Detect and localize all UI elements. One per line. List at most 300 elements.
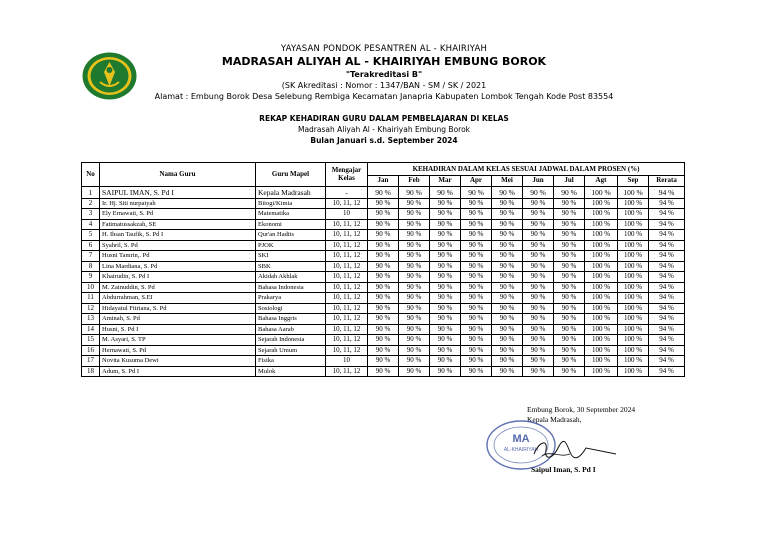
row-attendance-value: 90 % <box>492 314 523 325</box>
row-attendance-value: 90 % <box>430 303 461 314</box>
row-attendance-value: 90 % <box>368 324 399 335</box>
row-attendance-value: 90 % <box>368 219 399 230</box>
row-teacher-name: H. Ihsan Taufik, S. Pd I <box>100 230 256 241</box>
row-attendance-value: 90 % <box>368 261 399 272</box>
row-no: 8 <box>82 261 100 272</box>
accreditation-number: (SK Akreditasi : Nomor : 1347/BAN - SM / SK / 2021 <box>281 81 487 90</box>
row-attendance-value: 100 % <box>585 261 618 272</box>
row-attendance-value: 90 % <box>461 209 492 220</box>
row-attendance-value: 94 % <box>649 293 685 304</box>
table-row <box>82 251 685 262</box>
row-attendance-value: 90 % <box>461 272 492 283</box>
row-kelas: 10, 11, 12 <box>326 293 368 304</box>
row-no: 9 <box>82 272 100 283</box>
row-attendance-value: 90 % <box>554 219 585 230</box>
row-no: 3 <box>82 209 100 220</box>
row-attendance-value: 90 % <box>492 345 523 356</box>
row-attendance-value: 90 % <box>461 261 492 272</box>
row-no: 14 <box>82 324 100 335</box>
row-kelas: 10, 11, 12 <box>326 230 368 241</box>
row-attendance-value: 94 % <box>649 335 685 346</box>
signature-name: Saipul Iman, S. Pd I <box>531 465 596 474</box>
row-attendance-value: 100 % <box>618 366 649 377</box>
row-attendance-value: 90 % <box>523 345 554 356</box>
header-kelas: Mengajar Kelas <box>326 163 368 187</box>
row-attendance-value: 90 % <box>368 240 399 251</box>
row-attendance-value: 90 % <box>523 303 554 314</box>
row-attendance-value: 90 % <box>554 261 585 272</box>
row-teacher-name: Ir. Hj. Siti nurpaiyah <box>100 198 256 209</box>
row-attendance-value: 90 % <box>399 240 430 251</box>
row-attendance-value: 90 % <box>399 314 430 325</box>
row-subject: SKI <box>256 251 326 262</box>
row-no: 15 <box>82 335 100 346</box>
row-attendance-value: 90 % <box>399 198 430 209</box>
row-attendance-value: 100 % <box>618 314 649 325</box>
row-attendance-value: 90 % <box>492 261 523 272</box>
row-attendance-value: 90 % <box>430 219 461 230</box>
row-attendance-value: 90 % <box>461 303 492 314</box>
row-attendance-value: 90 % <box>492 251 523 262</box>
row-attendance-value: 90 % <box>461 251 492 262</box>
row-subject: Akidah Akhlak <box>256 272 326 283</box>
row-subject: Fisika <box>256 356 326 367</box>
row-attendance-value: 90 % <box>492 230 523 241</box>
row-attendance-value: 90 % <box>430 293 461 304</box>
row-subject: Biiogi/Kimia <box>256 198 326 209</box>
row-kelas: 10, 11, 12 <box>326 282 368 293</box>
row-kelas: 10, 11, 12 <box>326 240 368 251</box>
table-row <box>82 303 685 314</box>
row-subject: Sejarah Indonesia <box>256 335 326 346</box>
row-no: 7 <box>82 251 100 262</box>
row-attendance-value: 94 % <box>649 324 685 335</box>
foundation-name: YAYASAN PONDOK PESANTREN AL - KHAIRIYAH <box>280 44 488 54</box>
signature-place-date: Embung Borok, 30 September 2024 <box>527 405 636 414</box>
row-attendance-value: 94 % <box>649 230 685 241</box>
row-attendance-value: 90 % <box>430 324 461 335</box>
table-row <box>82 261 685 272</box>
row-no: 6 <box>82 240 100 251</box>
row-attendance-value: 90 % <box>554 314 585 325</box>
table-row <box>82 240 685 251</box>
row-attendance-value: 90 % <box>523 314 554 325</box>
row-attendance-value: 90 % <box>492 272 523 283</box>
row-teacher-name: Syahril, S. Pd <box>100 240 256 251</box>
row-kelas: 10, 11, 12 <box>326 366 368 377</box>
row-kelas: 10, 11, 12 <box>326 272 368 283</box>
row-teacher-name: SAIPUL IMAN, S. Pd I <box>100 186 256 198</box>
row-attendance-value: 90 % <box>368 293 399 304</box>
report-title: REKAP KEHADIRAN GURU DALAM PEMBELAJARAN DI KELAS <box>259 114 509 123</box>
row-attendance-value: 94 % <box>649 356 685 367</box>
row-kelas: 10, 11, 12 <box>326 198 368 209</box>
row-subject: Mulok <box>256 366 326 377</box>
row-attendance-value: 90 % <box>523 230 554 241</box>
row-attendance-value: 90 % <box>554 303 585 314</box>
row-attendance-value: 90 % <box>492 293 523 304</box>
row-no: 4 <box>82 219 100 230</box>
header-month: Feb <box>399 176 430 187</box>
row-attendance-value: 90 % <box>554 272 585 283</box>
table-row <box>82 314 685 325</box>
header-attendance-group: KEHADIRAN DALAM KELAS SESUAI JADWAL DALAM PROSEN (%) <box>368 163 685 176</box>
row-attendance-value: 90 % <box>430 314 461 325</box>
row-attendance-value: 94 % <box>649 240 685 251</box>
row-no: 16 <box>82 345 100 356</box>
row-attendance-value: 90 % <box>399 293 430 304</box>
row-attendance-value: 90 % <box>368 356 399 367</box>
row-attendance-value: 90 % <box>523 282 554 293</box>
row-attendance-value: 100 % <box>618 272 649 283</box>
row-teacher-name: Khairudin, S. Pd I <box>100 272 256 283</box>
row-kelas: 10, 11, 12 <box>326 335 368 346</box>
row-attendance-value: 90 % <box>368 272 399 283</box>
row-attendance-value: 94 % <box>649 345 685 356</box>
row-attendance-value: 90 % <box>554 186 585 198</box>
row-attendance-value: 90 % <box>554 282 585 293</box>
header-name: Nama Guru <box>100 163 256 187</box>
row-attendance-value: 90 % <box>523 209 554 220</box>
row-attendance-value: 90 % <box>492 356 523 367</box>
row-attendance-value: 90 % <box>399 186 430 198</box>
svg-text:AL-KHAIRIYAH: AL-KHAIRIYAH <box>503 447 539 453</box>
header-month: Apr <box>461 176 492 187</box>
row-attendance-value: 90 % <box>554 230 585 241</box>
row-attendance-value: 90 % <box>399 272 430 283</box>
row-attendance-value: 90 % <box>399 282 430 293</box>
row-attendance-value: 90 % <box>523 293 554 304</box>
row-attendance-value: 90 % <box>461 282 492 293</box>
row-attendance-value: 90 % <box>554 293 585 304</box>
report-period: Bulan Januari s.d. September 2024 <box>310 136 458 145</box>
row-attendance-value: 100 % <box>585 240 618 251</box>
row-attendance-value: 90 % <box>430 251 461 262</box>
row-attendance-value: 90 % <box>523 261 554 272</box>
row-attendance-value: 100 % <box>618 251 649 262</box>
handwritten-signature-icon <box>530 436 620 464</box>
row-attendance-value: 90 % <box>430 209 461 220</box>
row-attendance-value: 90 % <box>492 282 523 293</box>
row-attendance-value: 100 % <box>618 240 649 251</box>
header-month: Agt <box>585 176 618 187</box>
row-attendance-value: 94 % <box>649 198 685 209</box>
row-attendance-value: 94 % <box>649 219 685 230</box>
row-attendance-value: 100 % <box>618 345 649 356</box>
row-no: 17 <box>82 356 100 367</box>
header-month: Jan <box>368 176 399 187</box>
row-attendance-value: 100 % <box>618 293 649 304</box>
row-teacher-name: Novita Kusuma Dewi <box>100 356 256 367</box>
row-kelas: 10, 11, 12 <box>326 345 368 356</box>
table-row <box>82 345 685 356</box>
row-attendance-value: 100 % <box>618 219 649 230</box>
row-attendance-value: 90 % <box>430 240 461 251</box>
row-attendance-value: 90 % <box>492 324 523 335</box>
row-teacher-name: Husni, S. Pd I <box>100 324 256 335</box>
row-attendance-value: 100 % <box>585 251 618 262</box>
row-attendance-value: 90 % <box>430 186 461 198</box>
row-attendance-value: 100 % <box>618 186 649 198</box>
row-teacher-name: Aminah, S. Pd <box>100 314 256 325</box>
row-attendance-value: 90 % <box>430 356 461 367</box>
letterhead <box>0 44 768 102</box>
row-attendance-value: 90 % <box>461 324 492 335</box>
row-attendance-value: 90 % <box>430 345 461 356</box>
row-attendance-value: 90 % <box>523 356 554 367</box>
row-subject: Kepala Madrasah <box>256 186 326 198</box>
row-subject: Prakarya <box>256 293 326 304</box>
row-attendance-value: 100 % <box>618 261 649 272</box>
row-attendance-value: 94 % <box>649 314 685 325</box>
header-month: Mei <box>492 176 523 187</box>
row-subject: Ekonomi <box>256 219 326 230</box>
row-teacher-name: Adum, S. Pd I <box>100 366 256 377</box>
row-attendance-value: 100 % <box>585 230 618 241</box>
row-attendance-value: 90 % <box>523 366 554 377</box>
row-attendance-value: 90 % <box>492 303 523 314</box>
row-attendance-value: 90 % <box>430 261 461 272</box>
row-no: 5 <box>82 230 100 241</box>
row-attendance-value: 90 % <box>368 251 399 262</box>
row-attendance-value: 100 % <box>585 345 618 356</box>
row-attendance-value: 90 % <box>492 366 523 377</box>
row-subject: PJOK <box>256 240 326 251</box>
row-attendance-value: 100 % <box>585 219 618 230</box>
report-school: Madrasah Aliyah Al - Khairiyah Embung Borok <box>297 125 471 134</box>
row-attendance-value: 94 % <box>649 366 685 377</box>
row-attendance-value: 100 % <box>618 356 649 367</box>
row-attendance-value: 90 % <box>554 356 585 367</box>
table-row <box>82 356 685 367</box>
row-attendance-value: 90 % <box>399 356 430 367</box>
row-attendance-value: 90 % <box>399 230 430 241</box>
row-attendance-value: 94 % <box>649 186 685 198</box>
row-attendance-value: 94 % <box>649 272 685 283</box>
row-attendance-value: 90 % <box>461 366 492 377</box>
table-row <box>82 272 685 283</box>
row-attendance-value: 100 % <box>618 198 649 209</box>
row-kelas: 10, 11, 12 <box>326 251 368 262</box>
row-kelas: 10, 11, 12 <box>326 303 368 314</box>
row-attendance-value: 90 % <box>399 366 430 377</box>
row-attendance-value: 90 % <box>492 186 523 198</box>
row-attendance-value: 90 % <box>430 366 461 377</box>
row-attendance-value: 90 % <box>554 209 585 220</box>
row-attendance-value: 90 % <box>430 272 461 283</box>
row-attendance-value: 90 % <box>368 230 399 241</box>
row-attendance-value: 94 % <box>649 261 685 272</box>
row-attendance-value: 90 % <box>523 198 554 209</box>
row-attendance-value: 90 % <box>461 198 492 209</box>
row-subject: Sosiologi <box>256 303 326 314</box>
row-attendance-value: 94 % <box>649 209 685 220</box>
row-attendance-value: 100 % <box>585 303 618 314</box>
row-attendance-value: 90 % <box>399 324 430 335</box>
row-attendance-value: 90 % <box>399 209 430 220</box>
row-attendance-value: 90 % <box>461 335 492 346</box>
row-teacher-name: Hidayatul Fitriana, S. Pd <box>100 303 256 314</box>
row-attendance-value: 100 % <box>585 314 618 325</box>
table-row <box>82 335 685 346</box>
row-attendance-value: 90 % <box>492 198 523 209</box>
row-kelas: 10 <box>326 209 368 220</box>
header-month: Rerata <box>649 176 685 187</box>
school-name: MADRASAH ALIYAH AL - KHAIRIYAH EMBUNG BOROK <box>221 55 547 68</box>
row-attendance-value: 90 % <box>554 324 585 335</box>
row-attendance-value: 90 % <box>523 324 554 335</box>
row-attendance-value: 90 % <box>399 261 430 272</box>
header-no: No <box>82 163 100 187</box>
row-attendance-value: 90 % <box>368 198 399 209</box>
row-subject: Bahasa Indonesia <box>256 282 326 293</box>
row-attendance-value: 90 % <box>554 251 585 262</box>
row-no: 10 <box>82 282 100 293</box>
row-subject: Bahasa Inggris <box>256 314 326 325</box>
row-attendance-value: 90 % <box>399 335 430 346</box>
row-attendance-value: 90 % <box>430 282 461 293</box>
row-attendance-value: 90 % <box>523 219 554 230</box>
row-attendance-value: 90 % <box>523 272 554 283</box>
row-attendance-value: 90 % <box>368 282 399 293</box>
row-attendance-value: 90 % <box>461 314 492 325</box>
table-row <box>82 198 685 209</box>
row-attendance-value: 100 % <box>585 356 618 367</box>
row-attendance-value: 90 % <box>430 335 461 346</box>
row-subject: Matematika <box>256 209 326 220</box>
row-attendance-value: 100 % <box>585 366 618 377</box>
row-attendance-value: 90 % <box>461 356 492 367</box>
signature-role: Kepala Madrasah, <box>527 415 582 424</box>
row-attendance-value: 90 % <box>461 240 492 251</box>
row-no: 18 <box>82 366 100 377</box>
row-kelas: 10, 11, 12 <box>326 219 368 230</box>
row-attendance-value: 90 % <box>368 366 399 377</box>
row-attendance-value: 100 % <box>618 209 649 220</box>
header-month: Mar <box>430 176 461 187</box>
header-month: Jul <box>554 176 585 187</box>
row-attendance-value: 90 % <box>399 219 430 230</box>
row-attendance-value: 90 % <box>461 293 492 304</box>
row-attendance-value: 90 % <box>492 219 523 230</box>
row-attendance-value: 100 % <box>618 324 649 335</box>
row-attendance-value: 100 % <box>618 303 649 314</box>
row-no: 1 <box>82 186 100 198</box>
attendance-table <box>81 162 685 377</box>
row-teacher-name: Ely Ernawati, S. Pd <box>100 209 256 220</box>
row-attendance-value: 94 % <box>649 303 685 314</box>
row-kelas: - <box>326 186 368 198</box>
row-kelas: 10, 11, 12 <box>326 314 368 325</box>
row-attendance-value: 100 % <box>585 293 618 304</box>
row-attendance-value: 94 % <box>649 251 685 262</box>
svg-text:MA: MA <box>512 433 530 445</box>
table-row <box>82 219 685 230</box>
row-attendance-value: 90 % <box>430 230 461 241</box>
row-attendance-value: 90 % <box>368 345 399 356</box>
table-row <box>82 230 685 241</box>
table-row <box>82 366 685 377</box>
row-attendance-value: 100 % <box>618 282 649 293</box>
row-attendance-value: 90 % <box>554 240 585 251</box>
table-row <box>82 293 685 304</box>
row-attendance-value: 90 % <box>399 251 430 262</box>
row-attendance-value: 100 % <box>585 209 618 220</box>
accreditation: "Terakreditasi B" <box>345 70 423 79</box>
row-subject: Bahasa Aarab <box>256 324 326 335</box>
row-subject: Sejarah Umum <box>256 345 326 356</box>
row-teacher-name: Hernawati, S. Pd <box>100 345 256 356</box>
row-attendance-value: 90 % <box>368 209 399 220</box>
attendance-body <box>82 186 685 377</box>
row-attendance-value: 90 % <box>399 345 430 356</box>
row-kelas: 10 <box>326 356 368 367</box>
row-attendance-value: 90 % <box>554 366 585 377</box>
row-attendance-value: 90 % <box>523 251 554 262</box>
row-attendance-value: 90 % <box>461 345 492 356</box>
table-row <box>82 282 685 293</box>
row-attendance-value: 90 % <box>523 240 554 251</box>
row-attendance-value: 90 % <box>492 240 523 251</box>
row-attendance-value: 100 % <box>585 282 618 293</box>
row-attendance-value: 90 % <box>461 219 492 230</box>
row-attendance-value: 90 % <box>368 314 399 325</box>
row-attendance-value: 90 % <box>523 335 554 346</box>
header-month: Sep <box>618 176 649 187</box>
row-attendance-value: 90 % <box>430 198 461 209</box>
row-attendance-value: 100 % <box>585 335 618 346</box>
row-attendance-value: 94 % <box>649 282 685 293</box>
row-attendance-value: 90 % <box>368 186 399 198</box>
row-teacher-name: Abdurrahman, S.EI <box>100 293 256 304</box>
row-attendance-value: 90 % <box>461 230 492 241</box>
row-kelas: 10, 11, 12 <box>326 324 368 335</box>
row-attendance-value: 90 % <box>368 335 399 346</box>
row-kelas: 10, 11, 12 <box>326 261 368 272</box>
row-attendance-value: 90 % <box>554 335 585 346</box>
row-attendance-value: 90 % <box>461 186 492 198</box>
row-attendance-value: 90 % <box>492 209 523 220</box>
table-row <box>82 324 685 335</box>
row-subject: SBK <box>256 261 326 272</box>
row-attendance-value: 90 % <box>554 345 585 356</box>
row-teacher-name: M. Asyari, S. TP <box>100 335 256 346</box>
row-attendance-value: 90 % <box>554 198 585 209</box>
row-attendance-value: 100 % <box>585 186 618 198</box>
row-teacher-name: Lina Mardiana, S. Pd <box>100 261 256 272</box>
row-teacher-name: M. Zainuddin, S. Pd <box>100 282 256 293</box>
table-row <box>82 186 685 198</box>
school-address: Alamat : Embung Borok Desa Selebung Rembiga Kecamatan Janapria Kabupaten Lombok Tengah Kode Post 83554 <box>154 92 614 101</box>
row-attendance-value: 100 % <box>618 335 649 346</box>
row-no: 11 <box>82 293 100 304</box>
table-row <box>82 209 685 220</box>
row-teacher-name: Fatimatussakzah, SE <box>100 219 256 230</box>
row-no: 13 <box>82 314 100 325</box>
row-attendance-value: 90 % <box>368 303 399 314</box>
row-attendance-value: 90 % <box>523 186 554 198</box>
row-attendance-value: 100 % <box>585 324 618 335</box>
row-attendance-value: 100 % <box>585 198 618 209</box>
row-teacher-name: Husni Tamrin,. Pd <box>100 251 256 262</box>
report-title-block <box>0 113 768 146</box>
header-mapel: Guru Mapel <box>256 163 326 187</box>
row-subject: Qur'an Hadits <box>256 230 326 241</box>
row-attendance-value: 100 % <box>585 272 618 283</box>
row-attendance-value: 90 % <box>492 335 523 346</box>
row-no: 12 <box>82 303 100 314</box>
row-attendance-value: 90 % <box>399 303 430 314</box>
